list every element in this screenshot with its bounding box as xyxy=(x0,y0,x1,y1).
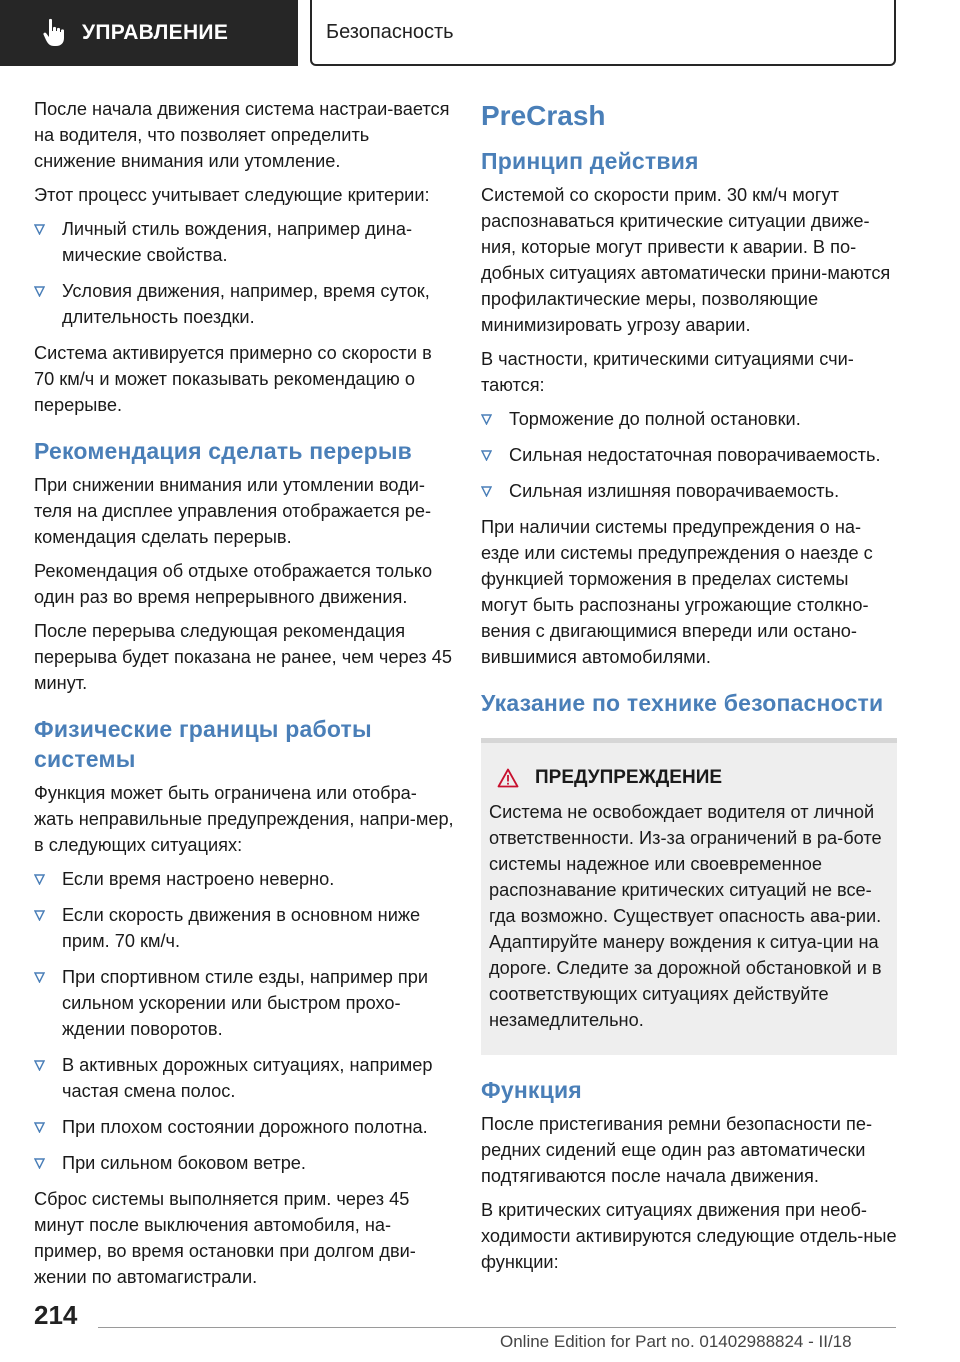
warning-header xyxy=(489,765,887,791)
paragraph: При снижении внимания или утомлении води-теля на дисплее управления отображается ре-комендация сделать перерыв. xyxy=(34,475,432,547)
list-item: При спортивном стиле езды, например при сильном ускорении или быстром прохо-ждении поворотов. xyxy=(34,964,454,1042)
warning-title: ПРЕДУПРЕЖДЕНИЕ xyxy=(535,767,723,788)
criteria-list xyxy=(34,216,454,330)
triangle-bullet-icon xyxy=(34,286,45,297)
list-item: Торможение до полной остановки. xyxy=(481,406,897,432)
paragraph: После перерыва следующая рекомендация перерыва будет показана не ранее, чем через 45 минут. xyxy=(34,621,452,693)
list-item: Условия движения, например, время суток, длительность поездки. xyxy=(34,278,454,330)
triangle-bullet-icon xyxy=(34,910,45,921)
left-column xyxy=(34,96,454,1298)
paragraph: Рекомендация об отдыхе отображается только один раз во время непрерывного движения. xyxy=(34,561,433,607)
edition-info: Online Edition for Part no. 01402988824 - II/18 xyxy=(500,1332,852,1351)
triangle-bullet-icon xyxy=(34,1060,45,1071)
list-item: Если время настроено неверно. xyxy=(34,866,454,892)
paragraph: В критических ситуациях движения при необ-ходимости активируются следующие отдель-ные функции: xyxy=(481,1200,897,1272)
triangle-bullet-icon xyxy=(481,450,492,461)
page-header xyxy=(0,0,960,66)
section-title: Безопасность xyxy=(326,20,454,43)
chapter-title: УПРАВЛЕНИЕ xyxy=(82,21,229,44)
list-item: Если скорость движения в основном ниже прим. 70 км/ч. xyxy=(34,902,454,954)
paragraph: Этот процесс учитывает следующие критерии: xyxy=(34,185,430,205)
list-item: Сильная недостаточная поворачиваемость. xyxy=(481,442,897,468)
list-item: Сильная излишняя поворачиваемость. xyxy=(481,478,897,504)
triangle-bullet-icon xyxy=(34,224,45,235)
triangle-bullet-icon xyxy=(34,972,45,983)
paragraph: После начала движения система настраи-вается на водителя, что позволяет определить снижение внимания или утомление. xyxy=(34,99,450,171)
paragraph: При наличии системы предупреждения о на-езде или системы предупреждения о наезде с функцией торможения в пределах системы могут быть распознаны угрожающие столкно-вения с двигающимися впереди или остано-вившимися автомобилями. xyxy=(481,517,873,667)
paragraph: Сброс системы выполняется прим. через 45 минут после выключения автомобиля, на-пример, во время остановки при долгом дви-жении по автомагистрали. xyxy=(34,1189,416,1287)
paragraph: Системой со скорости прим. 30 км/ч могут распознаваться критические ситуации движе-ния, которые могут привести к аварии. В по-добных ситуациях автоматически прини-маются профилактические меры, позволяющие минимизировать угрозу аварии. xyxy=(481,185,891,335)
list-item: Личный стиль вождения, например дина-мические свойства. xyxy=(34,216,454,268)
warning-triangle-icon xyxy=(497,768,519,788)
heading-principle: Принцип действия xyxy=(481,148,699,174)
warning-text: Система не освобождает водителя от личной ответственности. Из-за ограничений в ра-боте системы надежное или своевременное распознавание критических ситуаций не все-гда возможно. Существует опасность ава-рии. Адаптируйте манеру вождения к ситуа-ции на дороге. Следите за дорожной обстановкой и в соответствующих ситуациях действуйте незамедлительно. xyxy=(489,802,882,1030)
limits-list xyxy=(34,866,454,1176)
triangle-bullet-icon xyxy=(34,1158,45,1169)
hand-pointer-icon xyxy=(42,18,68,48)
list-item: В активных дорожных ситуациях, например частая смена полос. xyxy=(34,1052,454,1104)
warning-box xyxy=(481,738,897,1055)
heading-system-limits: Физические границы работы системы xyxy=(34,716,372,772)
paragraph: После пристегивания ремни безопасности пе-редних сидений еще один раз автоматически подтягиваются после начала движения. xyxy=(481,1114,873,1186)
triangle-bullet-icon xyxy=(481,486,492,497)
heading-safety-note: Указание по технике безопасности xyxy=(481,690,884,716)
triangle-bullet-icon xyxy=(34,1122,45,1133)
list-item: При сильном боковом ветре. xyxy=(34,1150,454,1176)
paragraph: Система активируется примерно со скорости в 70 км/ч и может показывать рекомендацию о перерыве. xyxy=(34,343,432,415)
heading-precrash: PreCrash xyxy=(481,100,606,131)
section-tab xyxy=(310,0,896,66)
paragraph: В частности, критическими ситуациями счи-таются: xyxy=(481,349,854,395)
triangle-bullet-icon xyxy=(34,874,45,885)
footer-divider xyxy=(98,1327,896,1328)
triangle-bullet-icon xyxy=(481,414,492,425)
critical-situations-list xyxy=(481,406,897,504)
paragraph: Функция может быть ограничена или отобра-жать неправильные предупреждения, напри-мер, в следующих ситуациях: xyxy=(34,783,454,855)
heading-break-recommendation: Рекомендация сделать перерыв xyxy=(34,438,413,464)
list-item: При плохом состоянии дорожного полотна. xyxy=(34,1114,454,1140)
right-column xyxy=(481,96,897,1283)
chapter-tab xyxy=(0,0,298,66)
heading-function: Функция xyxy=(481,1077,582,1103)
page-number: 214 xyxy=(34,1300,78,1330)
